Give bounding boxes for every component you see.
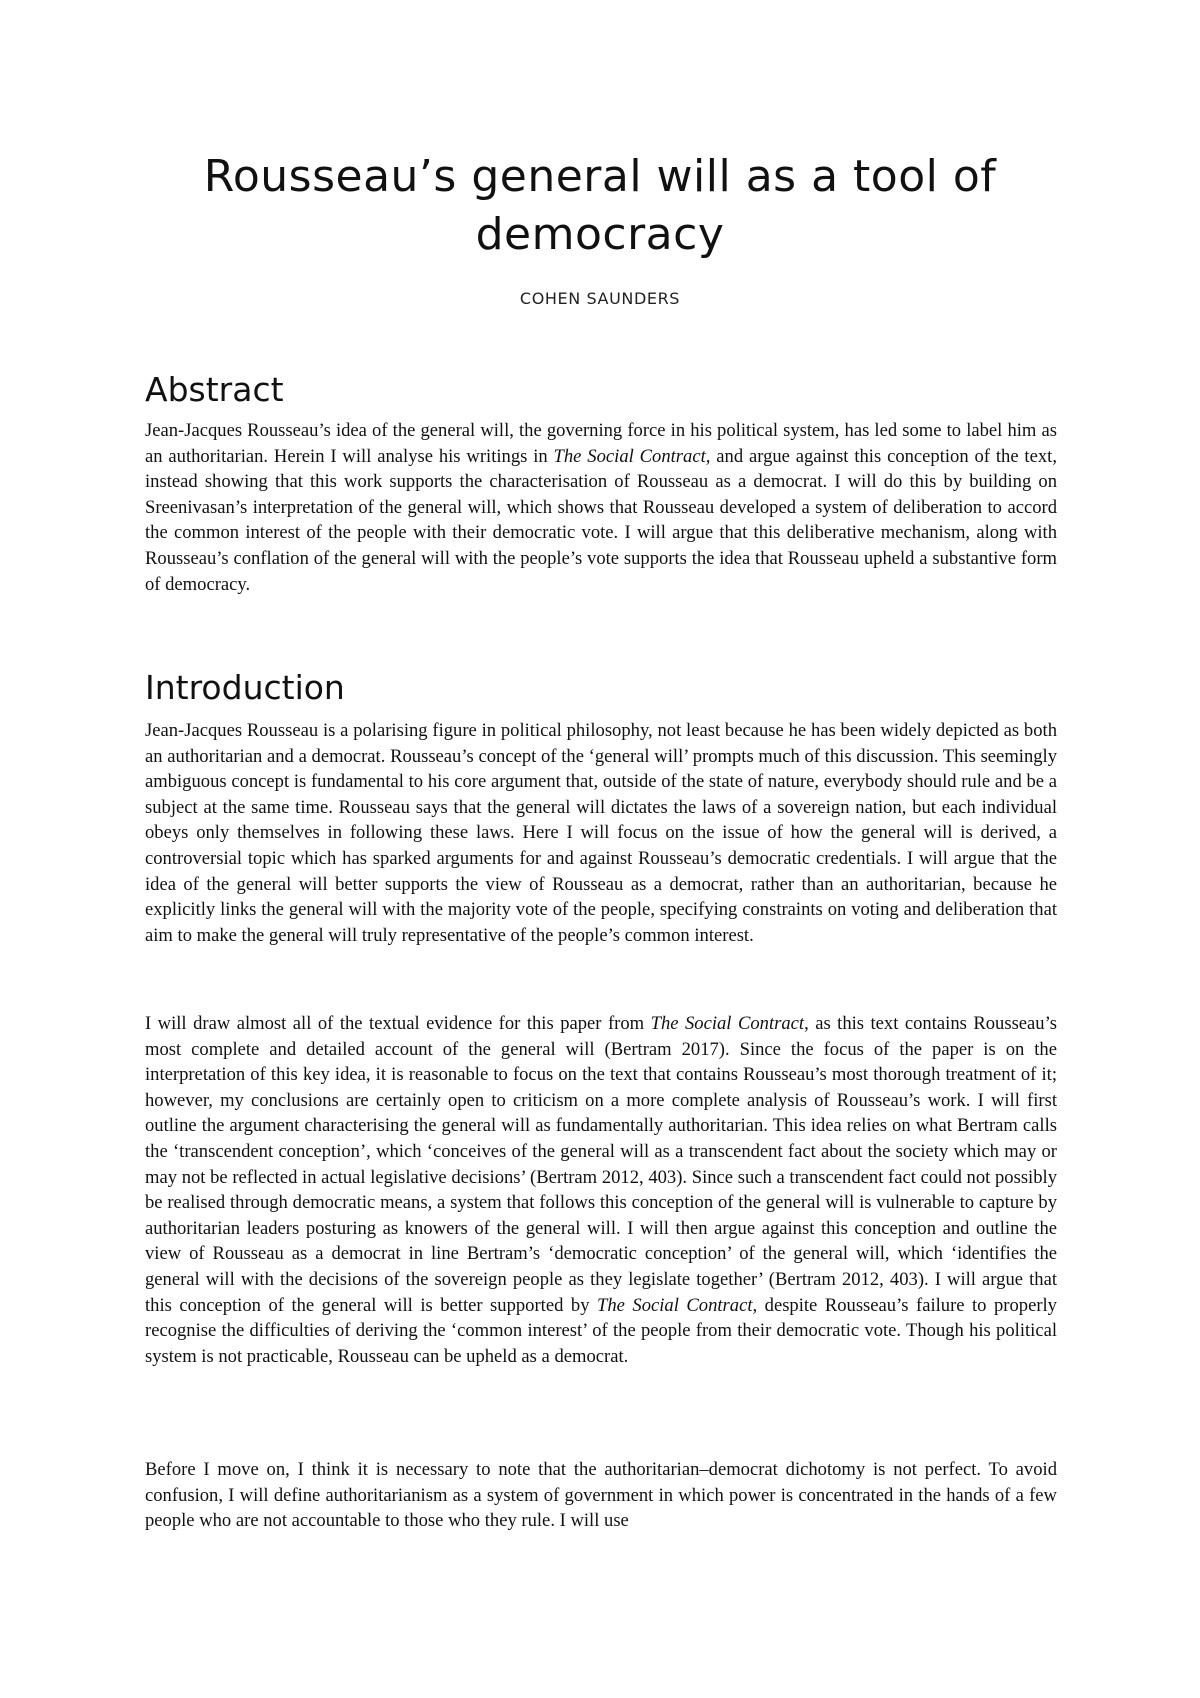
- introduction-heading: Introduction: [145, 668, 345, 707]
- abstract-paragraph: [145, 418, 1057, 597]
- introduction-paragraph-1: Jean-Jacques Rousseau is a polarising figure in political philosophy, not least because he has been widely depicted as both an authoritarian and a democrat. Rousseau’s concept of the ‘general will’ prompts much of this discussion. This seemingly ambiguous concept is fundamental to his core argument that, outside of the state of nature, everybody should rule and be a subject at the same time. Rousseau says that the general will dictates the laws of a sovereign nation, but each individual obeys only themselves in following these laws. Here I will focus on the issue of how the general will is derived, a controversial topic which has sparked arguments for and against Rousseau’s democratic credentials. I will argue that the idea of the general will better supports the view of Rousseau as a democrat, rather than an authoritarian, because he explicitly links the general will with the majority vote of the people, specifying constraints on voting and deliberation that aim to make the general will truly representative of the people’s common interest.: [145, 720, 1057, 946]
- title-line-2: democracy: [475, 209, 725, 260]
- intro-p2-book-title-2: The Social Contract,: [597, 1294, 758, 1316]
- title-line-1: Rousseau’s general will as a tool of: [203, 151, 997, 202]
- paper-title: [150, 148, 1050, 264]
- author-name: COHEN SAUNDERS: [519, 289, 681, 308]
- intro-p2-part-1: I will draw almost all of the textual evidence for this paper from: [145, 1013, 651, 1034]
- intro-p2-part-2: , as this text contains Rousseau’s most complete and detailed account of the general will (Bertram 2017). Since the focus of the paper is on the interpretation of this key idea, it is reasonable to focus on the text that contains Rousseau’s most thorough treatment of it; however, my conclusions are certainly open to criticism on a more complete analysis of Rousseau’s work. I will first outline the argument characterising the general will as fundamentally authoritarian. This idea relies on what Bertram calls the ‘transcendent conception’, which ‘conceives of the general will as a transcendent fact about the society which may or may not be reflected in actual legislative decisions’ (Bertram 2012, 403). Since such a transcendent fact could not possibly be realised through democratic means, a system that follows this conception of the general will is vulnerable to capture by authoritarian leaders posturing as knowers of the general will. I will then argue against this conception and outline the view of Rousseau as a democrat in line Bertram’s ‘democratic conception’ of the general will, which ‘identifies the general will with the decisions of the sovereign people as they legislate together’ (Bertram 2012, 403). I will argue that this conception of the general will is better supported by: [145, 1013, 1058, 1316]
- abstract-heading: Abstract: [145, 370, 284, 409]
- intro-p2-part-3: despite Rousseau’s failure to properly recognise the difficulties of deriving the ‘common interest’ of the people from their democratic vote. Though his political system is not practicable, Rousseau can be upheld as a democrat.: [145, 1294, 1057, 1367]
- abstract-text-part-1: Jean-Jacques Rousseau’s idea of the general will, the governing force in his political system, has led some to label him as an authoritarian. Herein I will analyse his writings in: [145, 420, 1057, 467]
- introduction-paragraph-3: Before I move on, I think it is necessary to note that the authoritarian–democrat dichotomy is not perfect. To avoid confusion, I will define authoritarianism as a system of government in which power is concentrated in the hands of a few people who are not accountable to those who they rule. I will use: [145, 1459, 1057, 1532]
- abstract-text-part-2: and argue against this conception of the text, instead showing that this work supports the characterisation of Rousseau as a democrat. I will do this by building on Sreenivasan’s interpretation of the general will, which shows that Rousseau developed a system of deliberation to accord the common interest of the people with their democratic vote. I will argue that this deliberative mechanism, along with Rousseau’s conflation of the general will with the people’s vote supports the idea that Rousseau upheld a substantive form of democracy.: [145, 445, 1057, 595]
- introduction-paragraph-2: [145, 1011, 1057, 1369]
- intro-p2-book-title-1: The Social Contract: [650, 1013, 805, 1034]
- abstract-book-title: The Social Contract,: [553, 445, 711, 467]
